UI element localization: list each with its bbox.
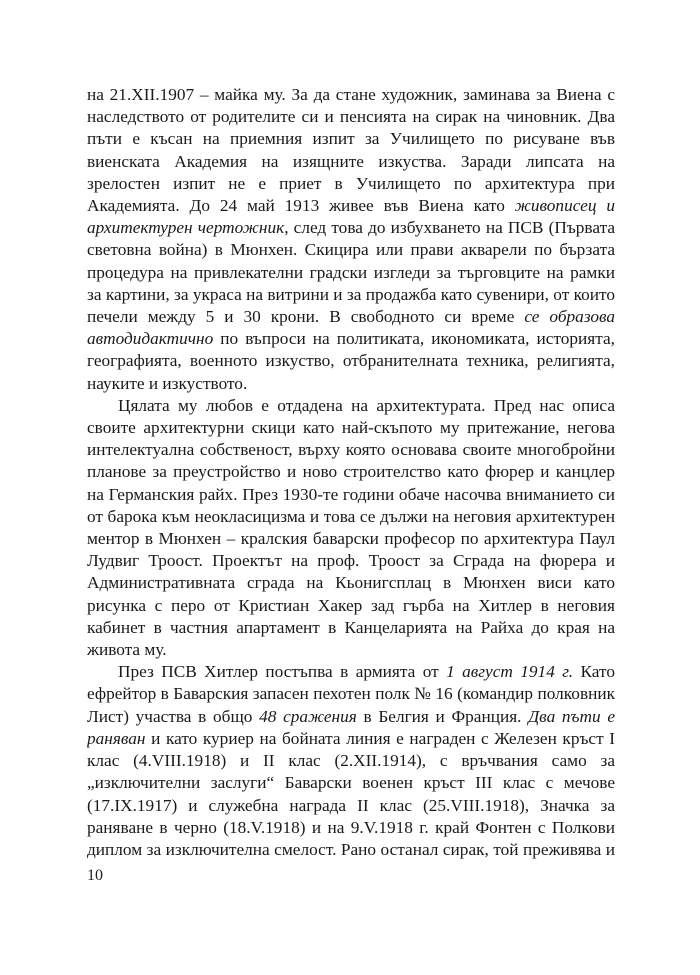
paragraph-2	[87, 395, 615, 661]
paragraph-3-italic-wounded: Два пъти е раняван	[87, 706, 615, 748]
book-page-body	[87, 84, 615, 864]
paragraph-2-text: Цялата му любов е отдадена на архитектурата. Пред нас описа своите архитектурни скици като най-скъпото му притежание, негова интелектуална собственост, върху която основава своите многобройни планове за преустройство и ново строителство като фюрер и канцлер на Германския райх. През 1930-те години обаче насочва вниманието си от барока към неокласицизма и това се дължи на неговия архитектурен ментор в Мюнхен – кралския баварски професор по архитектура Паул Лудвиг Троост. Проектът на проф. Троост за Сграда на фюрера и Административната сграда на Кьонигсплац в Мюнхен виси като рисунка с перо от Кристиан Хакер зад гърба на Хитлер в неговия кабинет в частния апартамент в Канцеларията на Райха до края на живота му.	[87, 395, 615, 660]
paragraph-1	[87, 84, 615, 395]
page-number: 10	[87, 867, 103, 884]
paragraph-3-italic-battles: 48 сражения	[259, 706, 357, 726]
paragraph-3-text: и като куриер на бойната линия е награден с Железен кръст I клас (4.VIII.1918) и II клас (2.XII.1914), с връчвания само за „изключителни заслуги“ Баварски военен кръст III клас с мечове (17.IX.1917) и служебна награда II клас (25.VIII.1918), Значка за раняване в черно (18.V.1918) и на 9.V.1918 г. край Фонтен с Полкови диплом за изключителна смелост. Рано останал сирак, той преживява и	[87, 728, 615, 859]
paragraph-1-text: по въпроси на политиката, икономиката, историята, географията, военното изкуство, отбранителната техника, религията, науките и изкуството.	[87, 329, 615, 393]
paragraph-3-italic-date: 1 август 1914 г.	[446, 662, 574, 682]
paragraph-3	[87, 661, 615, 864]
paragraph-1-italic-1: живописец и архитектурен чертожник	[87, 196, 615, 238]
paragraph-3-text: в Белгия и Франция.	[356, 706, 529, 726]
paragraph-1-text: на 21.XII.1907 – майка му. За да стане художник, заминава за Виена с наследството от родителите си и пенсията на сирак на чиновник. Два пъти е късан на приемния изпит за Училището по рисуване във виенската Академия на изящните изкуства. Заради липсата на зрелостен изпит не е приет в Училището по архитектура при Академията. До 24 май 1913 живее във Виена като	[87, 85, 615, 216]
paragraph-1-text: , след това до избухването на ПСВ (Първата световна война) в Мюнхен. Скицира или прави акварели по бързата процедура на привлекателни градски изгледи за търговците на рамки за картини, за украса на витрини и за продажба като сувенири, от които печели между 5 и 30 крони. В свободното си време	[87, 218, 615, 327]
paragraph-3-text: През ПСВ Хитлер постъпва в армията от	[118, 662, 447, 682]
paragraph-1-italic-2: се образова автодидактично	[87, 307, 615, 349]
paragraph-3-text: Като ефрейтор в Баварския запасен пехотен полк № 16 (командир полковник Лист) участва в общо	[87, 662, 615, 726]
